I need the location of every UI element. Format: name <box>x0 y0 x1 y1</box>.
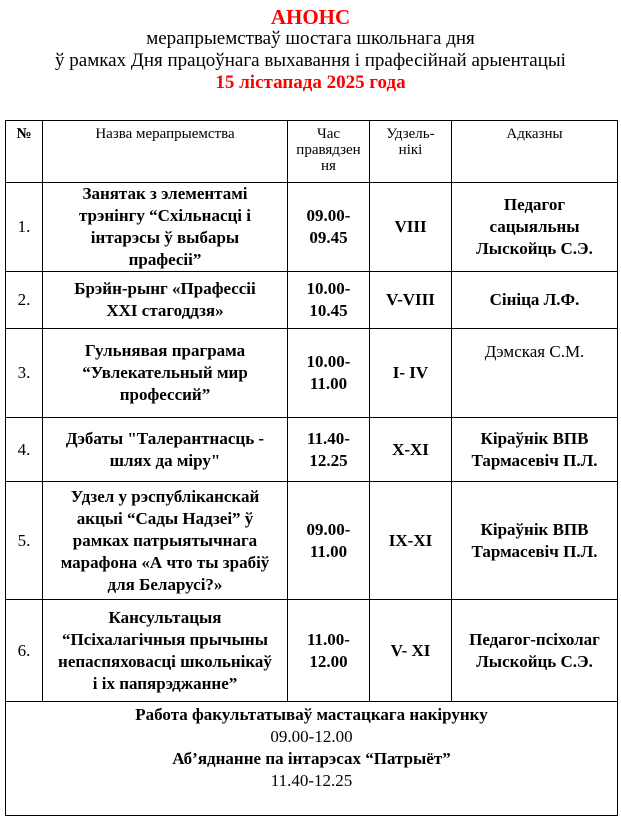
event-name-line: XXI стагоддзя» <box>106 301 224 320</box>
row-grades: V-VIII <box>370 272 452 329</box>
row-number: 1. <box>6 183 43 272</box>
event-name-line: марафона «А что ты зрабіў <box>60 552 270 572</box>
event-name-line: і іх папярэджанне” <box>92 673 238 693</box>
header-name <box>43 121 288 183</box>
table-header-row <box>6 121 618 183</box>
time-line: 10.00- <box>306 352 351 371</box>
header-time-line-1: Час <box>316 126 341 142</box>
row-number: 6. <box>6 600 43 702</box>
footer-time-1: 09.00-12.00 <box>270 727 353 746</box>
responsible-line: Тармасевіч П.Л. <box>471 541 598 561</box>
row-number: 2. <box>6 272 43 329</box>
row-responsible <box>452 329 618 418</box>
time-line: 09.00- <box>306 519 351 539</box>
header-time-line-2: правядзен <box>296 142 361 158</box>
responsible-line: сацыяльны <box>489 217 580 236</box>
event-name-line: Удзел у рэспубліканскай <box>70 486 260 506</box>
event-name-line: прафесіі” <box>128 250 202 269</box>
footer-cell <box>6 702 618 816</box>
event-name-line: інтарэсы ў выбары <box>90 228 240 247</box>
event-name-line: шлях да міру" <box>109 450 221 470</box>
responsible-line: Лыскойць С.Э. <box>476 651 593 671</box>
time-line: 09.00- <box>306 206 351 225</box>
time-line: 11.00 <box>309 374 348 393</box>
event-name-line: для Беларусі?» <box>107 574 223 594</box>
event-name-line: “Псіхалагічныя прычыны <box>62 629 268 649</box>
event-name-line: Дэбаты "Талерантнасць - <box>65 428 265 448</box>
header-name-label: Назва мерапрыемства <box>95 126 235 142</box>
time-line: 11.00- <box>307 629 350 649</box>
header-number <box>6 121 43 183</box>
announcement-header <box>0 0 621 94</box>
footer-row <box>6 702 618 816</box>
event-name-line: Гульнявая праграма <box>84 341 246 360</box>
event-name-line: Занятак з элементамі <box>82 184 248 203</box>
row-time <box>288 183 370 272</box>
table-row <box>6 482 618 600</box>
row-responsible <box>452 482 618 600</box>
row-grades: IX-XI <box>370 482 452 600</box>
row-grades: X-XI <box>370 418 452 482</box>
responsible-line: Тармасевіч П.Л. <box>471 450 598 470</box>
row-grades: VIII <box>370 183 452 272</box>
table-row <box>6 183 618 272</box>
row-event-name <box>43 418 288 482</box>
row-time <box>288 329 370 418</box>
responsible-line: Кіраўнік ВПВ <box>480 428 589 448</box>
event-name-line: Кансультацыя <box>108 607 222 627</box>
row-event-name <box>43 272 288 329</box>
footer-activity-1: Работа факультатываў мастацкага накірунку <box>135 705 488 724</box>
event-date: 15 лістапада 2025 года <box>215 72 406 93</box>
row-grades: V- XI <box>370 600 452 702</box>
responsible-line: Лыскойць С.Э. <box>476 239 593 258</box>
responsible-line: Дэмская С.М. <box>484 342 585 361</box>
subtitle-line-2: ў рамках Дня працоўнага выхавання і прафесійнай арыентацыі <box>55 50 566 71</box>
footer-activity-2: Аб’яднанне па інтарэсах “Патрыёт” <box>172 749 451 768</box>
header-grade-line-2: нікі <box>398 142 423 158</box>
time-line: 12.00 <box>309 651 348 671</box>
row-responsible <box>452 183 618 272</box>
time-line: 12.25 <box>309 450 348 470</box>
time-line: 10.45 <box>309 301 348 320</box>
header-grade-line-1: Удзель- <box>386 126 435 142</box>
row-event-name <box>43 600 288 702</box>
header-responsible <box>452 121 618 183</box>
header-number-label: № <box>16 126 32 142</box>
header-grade <box>370 121 452 183</box>
event-name-line: “Увлекательный мир <box>82 363 248 382</box>
row-number: 5. <box>6 482 43 600</box>
responsible-line: Педагог-псіхолаг <box>469 629 600 649</box>
time-line: 11.40- <box>307 428 350 448</box>
event-name-line: профессий” <box>119 385 211 404</box>
responsible-line: Педагог <box>503 195 566 214</box>
table-row <box>6 329 618 418</box>
event-name-line: Брэйн-рынг «Прафессіі <box>74 279 256 298</box>
row-time <box>288 600 370 702</box>
event-name-line: рамках патрыятычнага <box>72 530 258 550</box>
row-time <box>288 418 370 482</box>
announce-title: АНОНС <box>270 5 351 29</box>
row-responsible <box>452 418 618 482</box>
table-row <box>6 418 618 482</box>
subtitle-line-1: мерапрыемстваў шостага школьнага дня <box>146 28 475 49</box>
table-row <box>6 272 618 329</box>
row-responsible <box>452 600 618 702</box>
event-name-line: акцыі “Сады Надзеі” ў <box>76 508 254 528</box>
responsible-line: Кіраўнік ВПВ <box>480 519 589 539</box>
schedule-table <box>5 120 618 816</box>
row-event-name <box>43 183 288 272</box>
row-event-name <box>43 482 288 600</box>
row-responsible <box>452 272 618 329</box>
row-time <box>288 482 370 600</box>
row-grades: I- IV <box>370 329 452 418</box>
time-line: 10.00- <box>306 279 351 298</box>
event-name-line: трэнінгу “Схільнасці і <box>78 206 251 225</box>
row-number: 4. <box>6 418 43 482</box>
event-name-line: непаспяховасці школьнікаў <box>58 651 272 671</box>
header-responsible-label: Адказны <box>506 126 563 142</box>
time-line: 09.45 <box>309 228 348 247</box>
header-time-line-3: ня <box>321 158 336 174</box>
header-time <box>288 121 370 183</box>
row-time <box>288 272 370 329</box>
responsible-line: Сініца Л.Ф. <box>489 290 580 309</box>
row-number: 3. <box>6 329 43 418</box>
footer-time-2: 11.40-12.25 <box>270 771 353 790</box>
row-event-name <box>43 329 288 418</box>
time-line: 11.00 <box>309 541 348 561</box>
table-row <box>6 600 618 702</box>
